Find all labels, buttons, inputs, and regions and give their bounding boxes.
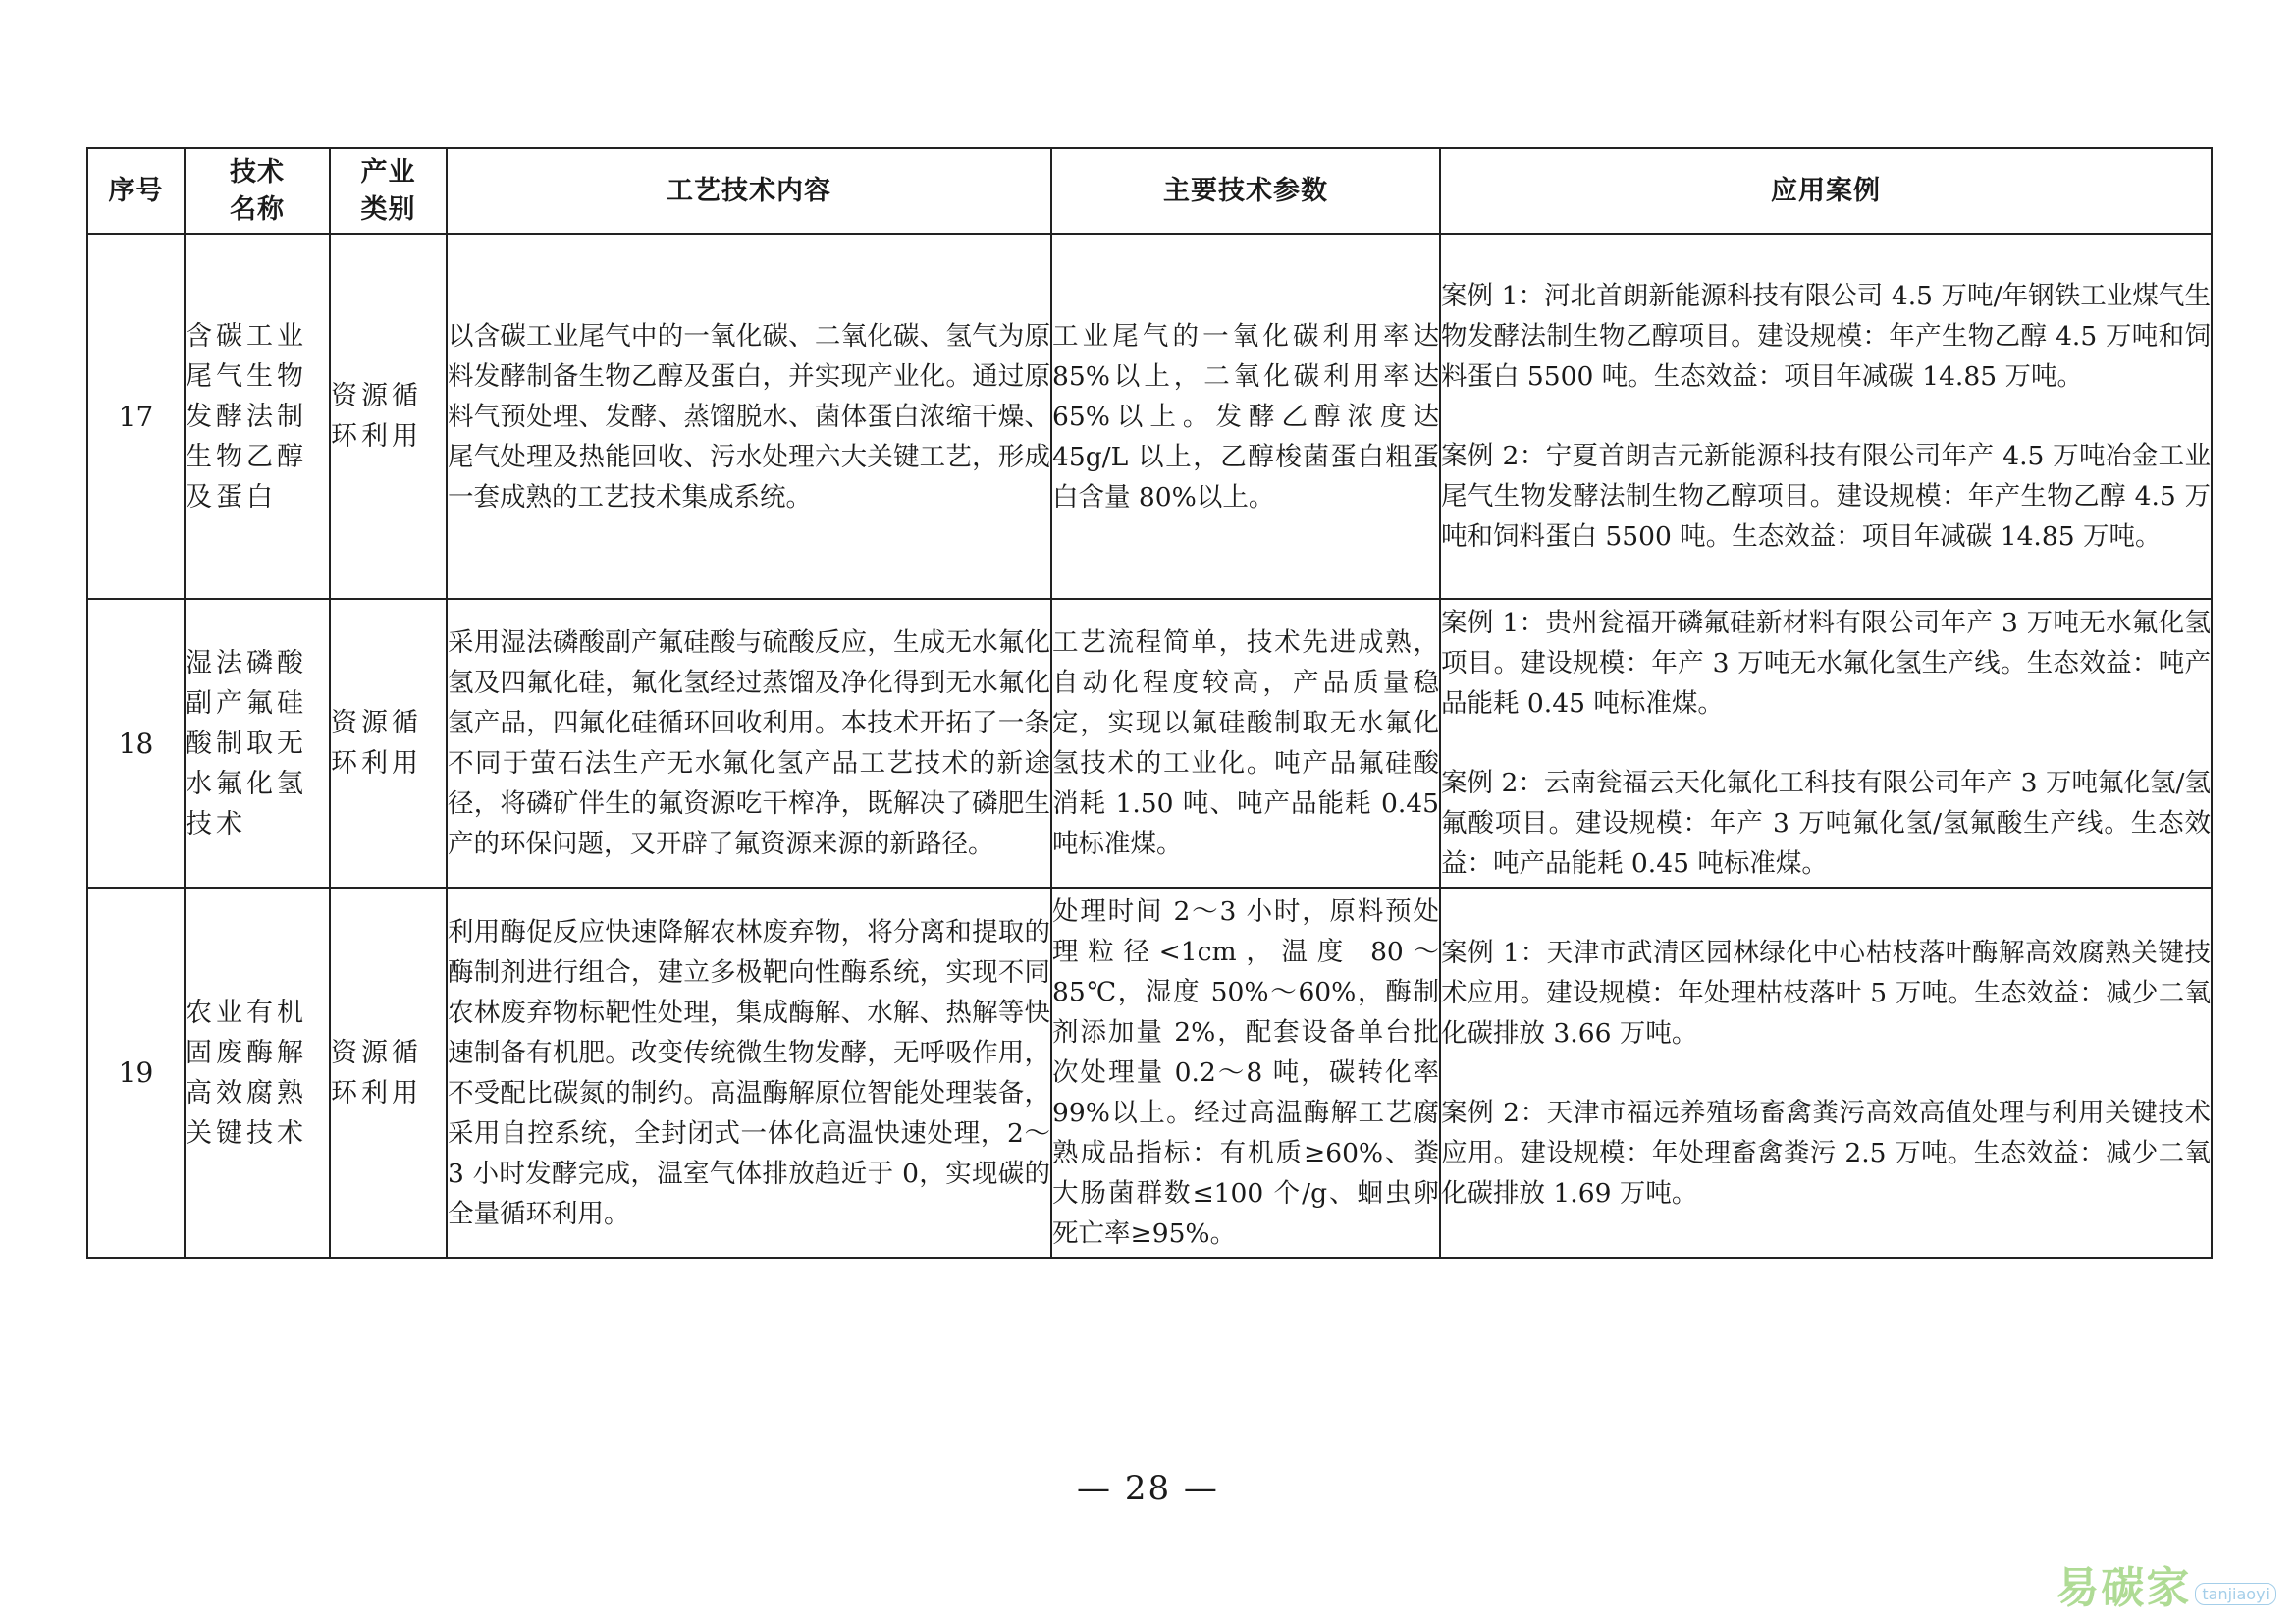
watermark-logo [2056,1552,2276,1615]
table-row [87,888,2212,1258]
technology-name: 含碳工业尾气生物发酵法制生物乙醇及蛋白 [185,234,330,599]
header-name-line2: 名称 [230,193,285,225]
header-name-line1: 技术 [230,156,285,188]
header-category [330,148,447,234]
table-row [87,599,2212,888]
watermark-domain: tanjiaoyi [2195,1583,2276,1605]
case-2: 案例 2：云南瓮福云天化氟化工科技有限公司年产 3 万吨氟化氢/氢氟酸项目。建设规模：年产 3 万吨氟化氢/氢氟酸生产线。生态效益：吨产品能耗 0.45 吨标准煤。 [1441,768,2211,879]
case-1: 案例 1：河北首朗新能源科技有限公司 4.5 万吨/年钢铁工业煤气生物发酵法制生物乙醇项目。建设规模：年产生物乙醇 4.5 万吨和饲料蛋白 5500 吨。生态效益：项目年减碳 14.85 万吨。 [1441,281,2211,392]
case-1: 案例 1：天津市武清区园林绿化中心枯枝落叶酶解高效腐熟关键技术应用。建设规模：年处理枯枝落叶 5 万吨。生态效益：减少二氧化碳排放 3.66 万吨。 [1441,937,2211,1049]
application-cases [1440,599,2212,888]
header-cases: 应用案例 [1440,148,2212,234]
row-number: 18 [87,599,185,888]
process-content: 以含碳工业尾气中的一氧化碳、二氧化碳、氢气为原料发酵制备生物乙醇及蛋白，并实现产业化。通过原料气预处理、发酵、蒸馏脱水、菌体蛋白浓缩干燥、尾气处理及热能回收、污水处理六大关键工艺，形成一套成熟的工艺技术集成系统。 [447,234,1051,599]
application-cases [1440,888,2212,1258]
header-num: 序号 [87,148,185,234]
technical-params: 处理时间 2～3 小时，原料预处理粒径<1cm，温度 80～85℃，湿度 50%～60%，酶制剂添加量 2%，配套设备单台批次处理量 0.2～8 吨，碳转化率 99%以上。经过高温酶解工艺腐熟成品指标：有机质≥60%、粪大肠菌群数≤100 个/g、蛔虫卵死亡率≥95%。 [1051,888,1440,1258]
case-2: 案例 2：宁夏首朗吉元新能源科技有限公司年产 4.5 万吨冶金工业尾气生物发酵法制生物乙醇项目。建设规模：年产生物乙醇 4.5 万吨和饲料蛋白 5500 吨。生态效益：项目年减碳 14.85 万吨。 [1441,441,2211,552]
table-header-row [87,148,2212,234]
header-category-line2: 类别 [360,193,416,225]
row-number: 19 [87,888,185,1258]
industry-category: 资源循环利用 [330,599,447,888]
application-cases [1440,234,2212,599]
technology-name: 农业有机固废酶解高效腐熟关键技术 [185,888,330,1258]
row-number: 17 [87,234,185,599]
technology-name: 湿法磷酸副产氟硅酸制取无水氟化氢技术 [185,599,330,888]
table-row [87,234,2212,599]
header-name [185,148,330,234]
page-number: — 28 — [1077,1469,1219,1508]
case-1: 案例 1：贵州瓮福开磷氟硅新材料有限公司年产 3 万吨无水氟化氢项目。建设规模：年产 3 万吨无水氟化氢生产线。生态效益：吨产品能耗 0.45 吨标准煤。 [1441,608,2211,719]
header-category-line1: 产业 [360,156,416,188]
technology-table [86,147,2213,1259]
header-params: 主要技术参数 [1051,148,1440,234]
process-content: 利用酶促反应快速降解农林废弃物，将分离和提取的酶制剂进行组合，建立多极靶向性酶系统，实现不同农林废弃物标靶性处理，集成酶解、水解、热解等快速制备有机肥。改变传统微生物发酵，无呼吸作用，不受配比碳氮的制约。高温酶解原位智能处理装备，采用自控系统，全封闭式一体化高温快速处理，2～3 小时发酵完成，温室气体排放趋近于 0，实现碳的全量循环利用。 [447,888,1051,1258]
industry-category: 资源循环利用 [330,888,447,1258]
header-content: 工艺技术内容 [447,148,1051,234]
technical-params: 工艺流程简单，技术先进成熟，自动化程度较高，产品质量稳定，实现以氟硅酸制取无水氟化氢技术的工业化。吨产品氟硅酸消耗 1.50 吨、吨产品能耗 0.45 吨标准煤。 [1051,599,1440,888]
case-2: 案例 2：天津市福远养殖场畜禽粪污高效高值处理与利用关键技术应用。建设规模：年处理畜禽粪污 2.5 万吨。生态效益：减少二氧化碳排放 1.69 万吨。 [1441,1097,2211,1209]
technical-params: 工业尾气的一氧化碳利用率达 85%以上，二氧化碳利用率达 65%以上。发酵乙醇浓度达 45g/L 以上，乙醇梭菌蛋白粗蛋白含量 80%以上。 [1051,234,1440,599]
process-content: 采用湿法磷酸副产氟硅酸与硫酸反应，生成无水氟化氢及四氟化硅，氟化氢经过蒸馏及净化得到无水氟化氢产品，四氟化硅循环回收利用。本技术开拓了一条不同于萤石法生产无水氟化氢产品工艺技术的新途径，将磷矿伴生的氟资源吃干榨净，既解决了磷肥生产的环保问题，又开辟了氟资源来源的新路径。 [447,599,1051,888]
industry-category: 资源循环利用 [330,234,447,599]
watermark-text: 易碳家 [2056,1563,2192,1613]
